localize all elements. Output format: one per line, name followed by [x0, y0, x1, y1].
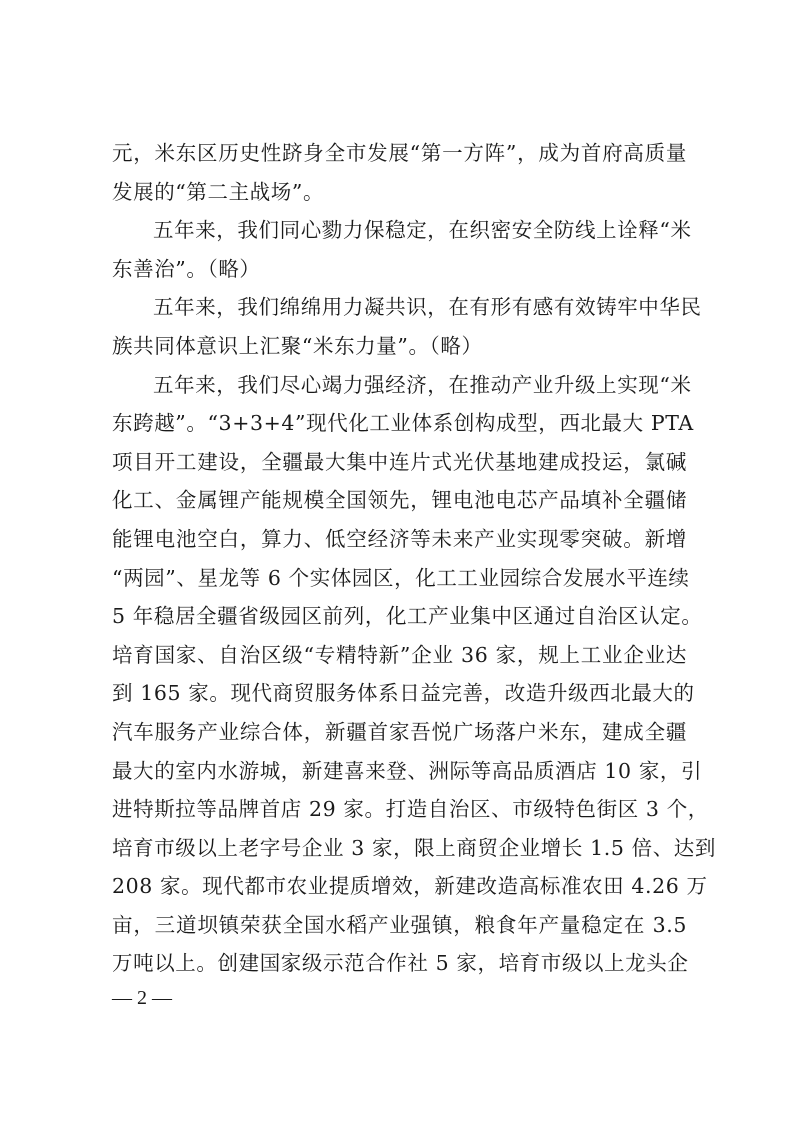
- text-line: 东善治”。（略）: [112, 256, 261, 281]
- text-line: 东跨越”。“3+3+4”现代化工业体系创构成型，西北最大 PTA: [112, 411, 694, 436]
- text-line: 族共同体意识上汇聚“米东力量”。（略）: [112, 333, 483, 358]
- text-line: 发展的“第二主战场”。: [112, 179, 325, 204]
- text-line: 培育市级以上老字号企业 3 家，限上商贸企业增长 1.5 倍、达到: [112, 835, 717, 860]
- text-line: 到 165 家。现代商贸服务体系日益完善，改造升级西北最大的: [112, 681, 695, 706]
- text-line: 最大的室内水游城，新建喜来登、洲际等高品质酒店 10 家，引: [112, 758, 703, 783]
- text-line: 五年来，我们同心勠力保稳定，在织密安全防线上诠释“米: [153, 218, 692, 243]
- text-line: 项目开工建设，全疆最大集中连片式光伏基地建成投运，氯碱: [112, 449, 687, 474]
- text-line: 能锂电池空白，算力、低空经济等未来产业实现零突破。新增: [112, 526, 687, 551]
- text-line: 5 年稳居全疆省级园区前列，化工产业集中区通过自治区认定。: [112, 604, 703, 629]
- text-line: 亩，三道坝镇荣获全国水稻产业强镇，粮食年产量稳定在 3.5: [112, 912, 687, 937]
- text-line: 培育国家、自治区级“专精特新”企业 36 家，规上工业企业达: [112, 642, 687, 667]
- text-line: 五年来，我们尽心竭力强经济，在推动产业升级上实现“米: [153, 372, 692, 397]
- text-line: “两园”、星龙等 6 个实体园区，化工工业园综合发展水平连续: [112, 565, 690, 590]
- text-line: 进特斯拉等品牌首店 29 家。打造自治区、市级特色街区 3 个，: [112, 797, 709, 822]
- text-line: 化工、金属锂产能规模全国领先，锂电池电芯产品填补全疆储: [112, 488, 687, 513]
- page-number: — 2 —: [112, 987, 172, 1009]
- text-line: 208 家。现代都市农业提质增效，新建改造高标准农田 4.26 万: [112, 874, 708, 899]
- text-line: 汽车服务产业综合体，新疆首家吾悦广场落户米东，建成全疆: [112, 719, 687, 744]
- text-line: 五年来，我们绵绵用力凝共识，在有形有感有效铸牢中华民: [153, 295, 702, 320]
- text-line: 万吨以上。创建国家级示范合作社 5 家，培育市级以上龙头企: [112, 951, 689, 976]
- text-line: 元，米东区历史性跻身全市发展“第一方阵”，成为首府高质量: [112, 141, 687, 165]
- body-text: [112, 134, 717, 983]
